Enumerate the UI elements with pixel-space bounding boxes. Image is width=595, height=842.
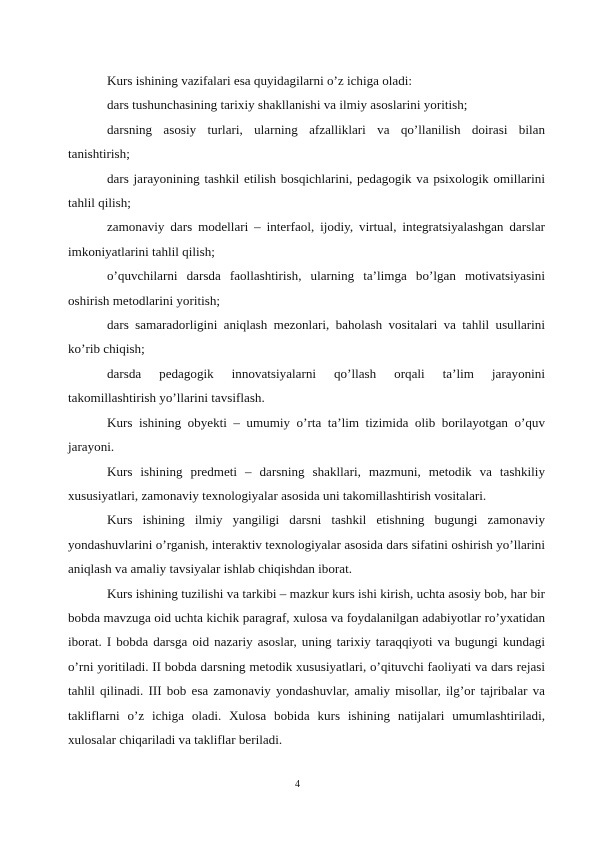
paragraph-task-types: darsning asosiy turlari, ularning afzalliklari va qo’llanilish doirasi bilan tanishtirish; [68,121,545,162]
paragraph-task-motivation: o’quvchilarni darsda faollashtirish, ularning ta’limga bo’lgan motivatsiyasini oshirish metodlarini yoritish; [68,268,545,308]
paragraph-novelty: Kurs ishining ilmiy yangiligi darsni tashkil etishning bugungi zamonaviy yondashuvlarini o’rganish, interaktiv texnologiyalar asosida dars sifatini oshirish yo’llarini aniqlash va amaliy tavsiyalar ishlab chiqishdan iborat. [68,512,545,577]
paragraph-tasks-intro: Kurs ishining vazifalari esa quyidagilarni o’z ichiga oladi: [107,73,413,88]
paragraph-task-innovation: darsda pedagogik innovatsiyalarni qo’llash orqali ta’lim jarayonini takomillashtirish yo’llarini tavsiflash. [68,365,545,406]
page-number: 4 [295,779,300,790]
paragraph-task-models: zamonaviy dars modellari – interfaol, ijodiy, virtual, integratsiyalashgan darslar imkoniyatlarini tahlil qilish; [68,219,545,259]
paragraph-task-history: dars tushunchasining tarixiy shakllanishi va ilmiy asoslarini yoritish; [107,97,468,113]
paragraph-subject: Kurs ishining predmeti – darsning shakllari, mazmuni, metodik va tashkiliy xususiyatlari, zamonaviy texnologiyalar asosida uni takomillashtirish vositalari. [68,463,545,503]
paragraph-structure: Kurs ishining tuzilishi va tarkibi – mazkur kurs ishi kirish, uchta asosiy bob, har bir bobda mavzuga oid uchta kichik paragraf, xulosa va foydalanilgan adabiyotlar ro’yxatidan iborat. I bobda darsga oid nazariy asoslar, uning tarixiy taraqqiyoti va bugungi kundagi o’rni yoritiladi. II bobda darsning metodik xususiyatlari, o’qituvchi faoliyati va dars rejasi tahlil qilinadi. III bob esa zamonaviy yondashuvlar, amaliy misollar, ilg’or tajribalar va takliflarni o’z ichiga oladi. Xulosa bobida kurs ishining natijalari umumlashtiriladi, xulosalar chiqariladi va takliflar beriladi. [68,585,545,747]
paragraph-task-stages: dars jarayonining tashkil etilish bosqichlarini, pedagogik va psixologik omillarini tahlil qilish; [68,170,545,211]
paragraph-task-evaluation: dars samaradorligini aniqlash mezonlari, baholash vositalari va tahlil usullarini ko’rib chiqish; [68,317,545,357]
paragraph-object: Kurs ishining obyekti – umumiy o’rta ta’lim tizimida olib borilayotgan o’quv jarayoni. [68,414,545,455]
body-text [68,69,545,752]
